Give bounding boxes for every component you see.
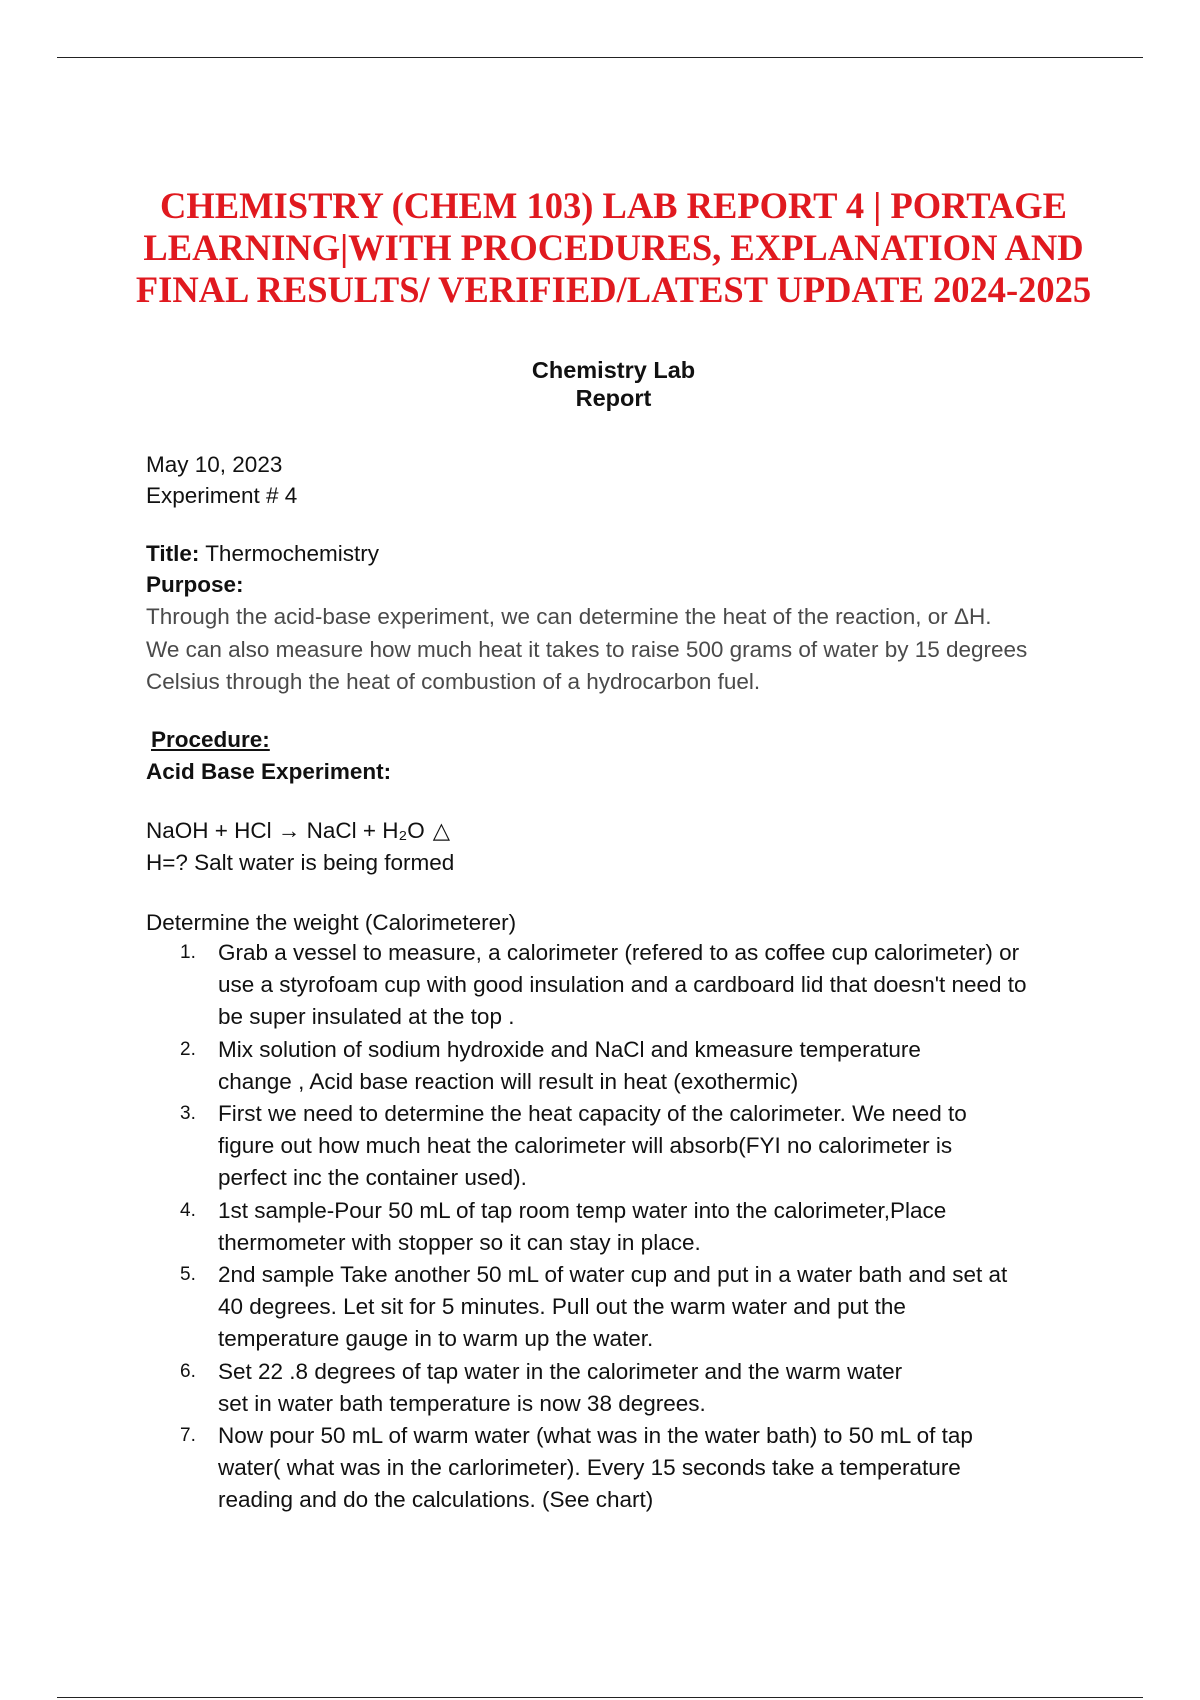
purpose-line: We can also measure how much heat it takes to raise 500 grams of water by 15 degrees [146,636,1028,662]
step-line: Now pour 50 mL of warm water (what was in the water bath) to 50 mL of tap [218,1423,973,1449]
step-line: thermometer with stopper so it can stay in place. [218,1229,701,1255]
step-line: change , Acid base reaction will result in heat (exothermic) [218,1068,799,1094]
step-number: 3. [180,1103,196,1125]
title-label: Title: [146,541,200,566]
subtitle-line: Report [575,385,652,411]
step-number: 4. [180,1199,196,1221]
procedure-steps-list [146,937,1106,1517]
delta-symbol: △ [432,818,451,843]
title-value: Thermochemistry [199,541,379,566]
list-item [146,1356,1106,1420]
list-item [146,1420,1106,1517]
step-line: water( what was in the carlorimeter). Every 15 seconds take a temperature [218,1455,961,1481]
step-line: First we need to determine the heat capacity of the calorimeter. We need to [218,1101,967,1127]
acid-base-heading: Acid Base Experiment: [146,759,392,784]
step-line: use a styrofoam cup with good insulation and a cardboard lid that doesn't need to [218,972,1027,998]
step-line: set in water bath temperature is now 38 degrees. [218,1390,706,1416]
list-item [146,1195,1106,1259]
equation-note: H=? Salt water is being formed [146,850,455,875]
experiment-number: Experiment # 4 [146,483,298,508]
step-number: 2. [180,1038,196,1060]
step-number: 5. [180,1264,196,1286]
purpose-line: Celsius through the heat of combustion of a hydrocarbon fuel. [146,669,761,694]
step-line: be super insulated at the top . [218,1004,515,1030]
equation-text: NaOH + HCl → NaCl + H₂O [146,818,425,843]
step-line: Set 22 .8 degrees of tap water in the calorimeter and the warm water [218,1358,903,1384]
step-number: 7. [180,1425,196,1447]
list-item [146,1098,1106,1195]
purpose-paragraph [146,601,1027,699]
purpose-label: Purpose: [146,572,244,597]
chemical-equation [146,815,450,846]
step-line: perfect inc the container used). [218,1165,527,1191]
report-subtitle [420,356,807,412]
step-number: 6. [180,1360,196,1382]
step-line: Grab a vessel to measure, a calorimeter (refered to as coffee cup calorimeter) or [218,940,1020,965]
list-item [146,1259,1106,1356]
title-line: LEARNING|WITH PROCEDURES, EXPLANATION AND [143,227,1084,268]
step-line: Mix solution of sodium hydroxide and NaCl and kmeasure temperature [218,1036,921,1062]
report-date: May 10, 2023 [146,452,283,477]
title-line: CHEMISTRY (CHEM 103) LAB REPORT 4 | PORTAGE [160,185,1067,226]
purpose-line: Through the acid-base experiment, we can determine the heat of the reaction, or ΔH. [146,604,992,629]
step-line: 1st sample-Pour 50 mL of tap room temp water into the calorimeter,Place [218,1197,947,1223]
step-line: 40 degrees. Let sit for 5 minutes. Pull out the warm water and put the [218,1294,906,1320]
title-line: FINAL RESULTS/ VERIFIED/LATEST UPDATE 2024-2025 [135,269,1092,310]
subtitle-line: Chemistry Lab [531,357,696,383]
step-number: 1. [180,942,196,963]
determine-weight-line: Determine the weight (Calorimeterer) [146,910,517,935]
list-item [146,1034,1106,1098]
document-title [120,185,1107,311]
procedure-heading: Procedure: [151,727,270,752]
step-line: figure out how much heat the calorimeter will absorb(FYI no calorimeter is [218,1133,953,1159]
top-rule [57,57,1143,58]
step-line: 2nd sample Take another 50 mL of water cup and put in a water bath and set at [218,1262,1008,1288]
step-line: reading and do the calculations. (See chart) [218,1487,654,1513]
bottom-rule [57,1697,1143,1698]
list-item [146,937,1106,1034]
step-line: temperature gauge in to warm up the water. [218,1326,654,1352]
title-field [146,538,379,569]
